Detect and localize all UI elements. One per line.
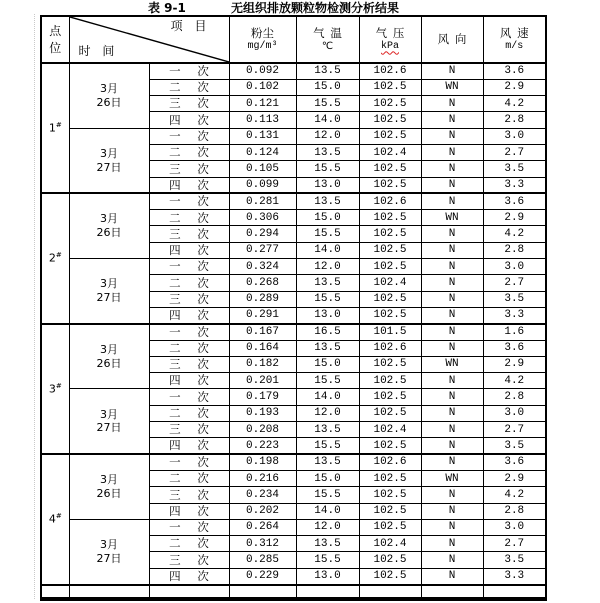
dust-value-cell: 0.167	[229, 324, 296, 340]
table-row	[41, 128, 546, 144]
sample-seq-cell: 二 次	[149, 275, 229, 291]
sample-seq-cell: 三 次	[149, 161, 229, 177]
pressure-value-cell: 102.5	[359, 503, 421, 519]
table-body	[41, 63, 546, 599]
sample-seq-cell: 二 次	[149, 144, 229, 160]
wind-direction-value-cell: N	[421, 307, 483, 323]
pressure-value-cell: 102.5	[359, 291, 421, 307]
wind-direction-value-cell: N	[421, 128, 483, 144]
date-day: 26日	[96, 95, 122, 109]
table-number-label: 表 9-1	[148, 1, 186, 15]
empty-cell	[421, 585, 483, 599]
sample-seq-cell: 三 次	[149, 422, 229, 438]
pressure-value-cell: 102.5	[359, 519, 421, 535]
temperature-column-header	[296, 16, 359, 63]
wind-speed-value-cell: 3.5	[483, 438, 546, 454]
dust-value-cell: 0.268	[229, 275, 296, 291]
pressure-value-cell: 102.4	[359, 144, 421, 160]
dust-value-cell: 0.306	[229, 210, 296, 226]
wind-speed-value-cell: 3.0	[483, 519, 546, 535]
sample-seq-cell: 一 次	[149, 519, 229, 535]
pressure-value-cell: 102.4	[359, 422, 421, 438]
point-hash-mark: #	[55, 381, 62, 390]
wind-direction-value-cell: WN	[421, 470, 483, 486]
temperature-value-cell: 15.5	[296, 291, 359, 307]
temperature-value-cell: 13.5	[296, 536, 359, 552]
wind-speed-value-cell: 3.6	[483, 340, 546, 356]
dust-value-cell: 0.289	[229, 291, 296, 307]
empty-cell	[41, 585, 69, 599]
pressure-value-cell: 102.5	[359, 226, 421, 242]
pressure-value-cell: 102.5	[359, 161, 421, 177]
sample-seq-cell: 四 次	[149, 503, 229, 519]
dust-value-cell: 0.193	[229, 405, 296, 421]
pressure-header-unit: kPa	[380, 41, 399, 53]
sample-seq-cell: 三 次	[149, 96, 229, 112]
pressure-value-cell: 102.4	[359, 536, 421, 552]
dust-value-cell: 0.277	[229, 242, 296, 258]
pressure-value-cell: 102.6	[359, 63, 421, 79]
wind-speed-value-cell: 3.0	[483, 259, 546, 275]
dust-column-header	[229, 16, 296, 63]
sample-seq-cell: 四 次	[149, 307, 229, 323]
wind-speed-value-cell: 2.9	[483, 210, 546, 226]
measurement-table	[40, 15, 547, 601]
date-month: 3月	[100, 82, 118, 96]
pressure-value-cell: 102.5	[359, 552, 421, 568]
wind-speed-value-cell: 4.2	[483, 226, 546, 242]
wind-speed-value-cell: 2.8	[483, 503, 546, 519]
wind-speed-value-cell: 3.3	[483, 307, 546, 323]
pressure-value-cell: 102.6	[359, 193, 421, 209]
point-column-header	[41, 16, 69, 63]
sample-seq-cell: 二 次	[149, 340, 229, 356]
wind-speed-value-cell: 3.5	[483, 291, 546, 307]
temperature-value-cell: 15.5	[296, 552, 359, 568]
date-month: 3月	[100, 537, 118, 551]
wind-speed-value-cell: 2.9	[483, 79, 546, 95]
pressure-value-cell: 102.5	[359, 128, 421, 144]
pressure-value-cell: 102.5	[359, 112, 421, 128]
sample-seq-cell: 四 次	[149, 568, 229, 584]
date-cell	[69, 389, 149, 454]
date-cell	[69, 454, 149, 519]
temperature-value-cell: 13.5	[296, 275, 359, 291]
table-title: 无组织排放颗粒物检测分析结果	[231, 1, 400, 15]
date-month: 3月	[100, 473, 118, 487]
point-id-cell	[41, 324, 69, 454]
wind-direction-value-cell: N	[421, 405, 483, 421]
table-row	[41, 454, 546, 470]
temperature-value-cell: 12.0	[296, 128, 359, 144]
temperature-value-cell: 15.5	[296, 487, 359, 503]
dust-value-cell: 0.124	[229, 144, 296, 160]
wind-direction-value-cell: N	[421, 340, 483, 356]
pressure-value-cell: 102.5	[359, 487, 421, 503]
wind-speed-value-cell: 2.7	[483, 422, 546, 438]
wind-speed-value-cell: 2.8	[483, 112, 546, 128]
wind-direction-value-cell: N	[421, 438, 483, 454]
wind-speed-value-cell: 2.8	[483, 242, 546, 258]
date-cell	[69, 128, 149, 193]
wind-direction-value-cell: WN	[421, 356, 483, 372]
point-hash-mark: #	[55, 120, 62, 129]
wind-speed-column-header	[483, 16, 546, 63]
point-hash-mark: #	[55, 511, 62, 520]
wind-direction-value-cell: WN	[421, 79, 483, 95]
wind-direction-value-cell: N	[421, 568, 483, 584]
wind-direction-value-cell: N	[421, 503, 483, 519]
header-row	[41, 16, 546, 63]
wind-direction-value-cell: N	[421, 487, 483, 503]
point-id-cell	[41, 193, 69, 323]
date-month: 3月	[100, 212, 118, 226]
date-day: 27日	[96, 551, 122, 565]
temperature-value-cell: 15.0	[296, 79, 359, 95]
dust-value-cell: 0.324	[229, 259, 296, 275]
sample-seq-cell: 四 次	[149, 242, 229, 258]
wind-speed-value-cell: 2.9	[483, 470, 546, 486]
dust-value-cell: 0.105	[229, 161, 296, 177]
pressure-header-name: 气 压	[375, 25, 405, 40]
wind-direction-value-cell: N	[421, 177, 483, 193]
wind-direction-value-cell: N	[421, 275, 483, 291]
point-number: 4	[48, 512, 56, 526]
temperature-value-cell: 15.0	[296, 470, 359, 486]
dust-value-cell: 0.264	[229, 519, 296, 535]
temperature-value-cell: 13.0	[296, 307, 359, 323]
time-header-label: 时 间	[78, 43, 115, 58]
temperature-value-cell: 15.5	[296, 226, 359, 242]
wind-speed-value-cell: 2.7	[483, 536, 546, 552]
table-row	[41, 259, 546, 275]
sample-seq-cell: 三 次	[149, 291, 229, 307]
temperature-value-cell: 12.0	[296, 405, 359, 421]
sample-seq-cell: 三 次	[149, 487, 229, 503]
dust-header-unit: mg/m³	[247, 41, 278, 53]
empty-cell	[359, 585, 421, 599]
temperature-value-cell: 12.0	[296, 259, 359, 275]
pressure-value-cell: 102.4	[359, 275, 421, 291]
point-id-cell	[41, 454, 69, 584]
table-caption	[0, 0, 600, 15]
wind-direction-value-cell: N	[421, 242, 483, 258]
date-day: 27日	[96, 290, 122, 304]
wind-speed-value-cell: 3.6	[483, 63, 546, 79]
wind-speed-value-cell: 2.8	[483, 389, 546, 405]
sample-seq-cell: 四 次	[149, 112, 229, 128]
sample-seq-cell: 四 次	[149, 438, 229, 454]
wind-speed-header-name: 风 速	[499, 25, 529, 40]
date-month: 3月	[100, 342, 118, 356]
empty-cell	[296, 585, 359, 599]
sample-seq-cell: 一 次	[149, 193, 229, 209]
time-item-corner-header	[69, 16, 229, 63]
wind-direction-column-header	[421, 16, 483, 63]
table-row	[41, 324, 546, 340]
sample-seq-cell: 三 次	[149, 356, 229, 372]
date-day: 27日	[96, 160, 122, 174]
wind-speed-value-cell: 4.2	[483, 487, 546, 503]
sample-seq-cell: 一 次	[149, 259, 229, 275]
date-cell	[69, 519, 149, 584]
point-number: 1	[48, 121, 56, 135]
dust-value-cell: 0.285	[229, 552, 296, 568]
pressure-value-cell: 102.5	[359, 438, 421, 454]
wind-speed-value-cell: 4.2	[483, 96, 546, 112]
pressure-value-cell: 102.5	[359, 470, 421, 486]
empty-cell	[149, 585, 229, 599]
pressure-value-cell: 102.6	[359, 340, 421, 356]
dust-value-cell: 0.208	[229, 422, 296, 438]
date-day: 27日	[96, 421, 122, 435]
wind-speed-value-cell: 3.6	[483, 193, 546, 209]
sample-seq-cell: 二 次	[149, 79, 229, 95]
temperature-value-cell: 13.5	[296, 340, 359, 356]
pressure-value-cell: 102.5	[359, 96, 421, 112]
sample-seq-cell: 二 次	[149, 470, 229, 486]
dust-value-cell: 0.281	[229, 193, 296, 209]
temperature-value-cell: 15.0	[296, 356, 359, 372]
point-header-line1: 点	[49, 24, 62, 39]
date-month: 3月	[100, 146, 118, 160]
pressure-value-cell: 102.5	[359, 568, 421, 584]
date-day: 26日	[96, 486, 122, 500]
temperature-header-unit: ℃	[321, 41, 334, 53]
temperature-value-cell: 15.5	[296, 373, 359, 389]
wind-direction-value-cell: N	[421, 63, 483, 79]
temperature-value-cell: 14.0	[296, 503, 359, 519]
wind-direction-value-cell: N	[421, 193, 483, 209]
temperature-value-cell: 15.5	[296, 438, 359, 454]
wind-direction-value-cell: N	[421, 373, 483, 389]
pressure-value-cell: 102.5	[359, 177, 421, 193]
wind-direction-value-cell: N	[421, 519, 483, 535]
dust-value-cell: 0.291	[229, 307, 296, 323]
pressure-value-cell: 102.5	[359, 242, 421, 258]
sample-seq-cell: 二 次	[149, 210, 229, 226]
wind-direction-value-cell: N	[421, 536, 483, 552]
empty-row	[41, 585, 546, 599]
wind-speed-value-cell: 3.6	[483, 454, 546, 470]
sample-seq-cell: 二 次	[149, 405, 229, 421]
wind-direction-value-cell: N	[421, 422, 483, 438]
sample-seq-cell: 一 次	[149, 454, 229, 470]
pressure-value-cell: 102.5	[359, 307, 421, 323]
temperature-value-cell: 16.5	[296, 324, 359, 340]
temperature-value-cell: 13.5	[296, 193, 359, 209]
sample-seq-cell: 二 次	[149, 536, 229, 552]
wind-speed-value-cell: 3.5	[483, 552, 546, 568]
wind-speed-value-cell: 3.5	[483, 161, 546, 177]
point-number: 3	[48, 382, 56, 396]
empty-cell	[69, 585, 149, 599]
point-hash-mark: #	[55, 251, 62, 260]
wind-speed-value-cell: 1.6	[483, 324, 546, 340]
point-number: 2	[48, 251, 56, 265]
empty-cell	[229, 585, 296, 599]
dust-value-cell: 0.294	[229, 226, 296, 242]
dust-header-name: 粉尘	[251, 25, 274, 40]
temperature-value-cell: 14.0	[296, 242, 359, 258]
dust-value-cell: 0.092	[229, 63, 296, 79]
sample-seq-cell: 一 次	[149, 63, 229, 79]
wind-direction-value-cell: N	[421, 161, 483, 177]
date-cell	[69, 63, 149, 128]
date-cell	[69, 324, 149, 389]
point-header-line2: 位	[49, 40, 62, 55]
wind-direction-value-cell: N	[421, 112, 483, 128]
wind-speed-value-cell: 3.3	[483, 177, 546, 193]
date-month: 3月	[100, 407, 118, 421]
dust-value-cell: 0.102	[229, 79, 296, 95]
dust-value-cell: 0.121	[229, 96, 296, 112]
sample-seq-cell: 一 次	[149, 389, 229, 405]
temperature-header-name: 气 温	[313, 25, 342, 40]
temperature-value-cell: 13.0	[296, 177, 359, 193]
wind-direction-header-name: 风 向	[437, 32, 467, 47]
dust-value-cell: 0.131	[229, 128, 296, 144]
wind-direction-value-cell: N	[421, 324, 483, 340]
dust-value-cell: 0.179	[229, 389, 296, 405]
temperature-value-cell: 14.0	[296, 112, 359, 128]
wind-direction-value-cell: N	[421, 552, 483, 568]
pressure-column-header	[359, 16, 421, 63]
pressure-value-cell: 102.6	[359, 454, 421, 470]
wind-direction-value-cell: N	[421, 454, 483, 470]
wind-speed-value-cell: 3.0	[483, 405, 546, 421]
temperature-value-cell: 15.5	[296, 161, 359, 177]
temperature-value-cell: 13.5	[296, 422, 359, 438]
wind-direction-value-cell: N	[421, 144, 483, 160]
wind-direction-value-cell: N	[421, 96, 483, 112]
dust-value-cell: 0.099	[229, 177, 296, 193]
temperature-value-cell: 15.0	[296, 210, 359, 226]
temperature-value-cell: 13.0	[296, 568, 359, 584]
dust-value-cell: 0.202	[229, 503, 296, 519]
date-cell	[69, 193, 149, 258]
dust-value-cell: 0.201	[229, 373, 296, 389]
dust-value-cell: 0.229	[229, 568, 296, 584]
table-row	[41, 193, 546, 209]
table-row	[41, 63, 546, 79]
pressure-value-cell: 101.5	[359, 324, 421, 340]
date-cell	[69, 259, 149, 324]
sample-seq-cell: 三 次	[149, 226, 229, 242]
temperature-value-cell: 12.0	[296, 519, 359, 535]
item-header-label: 项 目	[170, 19, 207, 33]
dust-value-cell: 0.164	[229, 340, 296, 356]
wind-speed-value-cell: 3.0	[483, 128, 546, 144]
wind-speed-value-cell: 4.2	[483, 373, 546, 389]
wind-direction-value-cell: N	[421, 226, 483, 242]
pressure-value-cell: 102.5	[359, 373, 421, 389]
dust-value-cell: 0.198	[229, 454, 296, 470]
pressure-value-cell: 102.5	[359, 79, 421, 95]
wind-direction-value-cell: WN	[421, 210, 483, 226]
temperature-value-cell: 14.0	[296, 389, 359, 405]
sample-seq-cell: 四 次	[149, 373, 229, 389]
sample-seq-cell: 三 次	[149, 552, 229, 568]
point-id-cell	[41, 63, 69, 193]
wind-speed-header-unit: m/s	[505, 41, 524, 53]
dust-value-cell: 0.312	[229, 536, 296, 552]
sample-seq-cell: 一 次	[149, 128, 229, 144]
date-month: 3月	[100, 277, 118, 291]
date-day: 26日	[96, 356, 122, 370]
wind-direction-value-cell: N	[421, 291, 483, 307]
temperature-value-cell: 13.5	[296, 144, 359, 160]
table-row	[41, 519, 546, 535]
wind-speed-value-cell: 2.9	[483, 356, 546, 372]
temperature-value-cell: 13.5	[296, 454, 359, 470]
dust-value-cell: 0.216	[229, 470, 296, 486]
table-row	[41, 389, 546, 405]
dust-value-cell: 0.182	[229, 356, 296, 372]
temperature-value-cell: 13.5	[296, 63, 359, 79]
dust-value-cell: 0.223	[229, 438, 296, 454]
wind-direction-value-cell: N	[421, 389, 483, 405]
pressure-value-cell: 102.5	[359, 389, 421, 405]
wind-speed-value-cell: 3.3	[483, 568, 546, 584]
pressure-value-cell: 102.5	[359, 210, 421, 226]
pressure-value-cell: 102.5	[359, 259, 421, 275]
wind-speed-value-cell: 2.7	[483, 275, 546, 291]
temperature-value-cell: 15.5	[296, 96, 359, 112]
empty-cell	[483, 585, 546, 599]
dust-value-cell: 0.234	[229, 487, 296, 503]
sample-seq-cell: 四 次	[149, 177, 229, 193]
sample-seq-cell: 一 次	[149, 324, 229, 340]
pressure-value-cell: 102.5	[359, 356, 421, 372]
dust-value-cell: 0.113	[229, 112, 296, 128]
date-day: 26日	[96, 226, 122, 240]
pressure-value-cell: 102.5	[359, 405, 421, 421]
wind-speed-value-cell: 2.7	[483, 144, 546, 160]
wind-direction-value-cell: N	[421, 259, 483, 275]
